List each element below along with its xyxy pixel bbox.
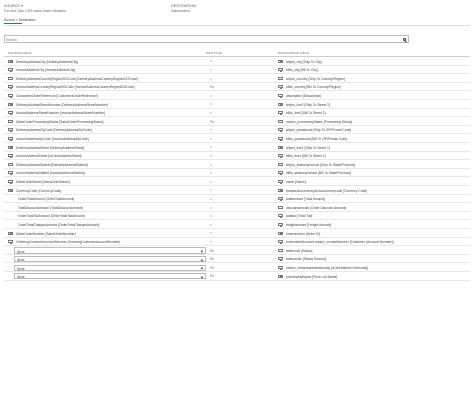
table-row[interactable] (4, 212, 470, 221)
filter-icon[interactable] (21, 5, 23, 7)
field-icon (278, 146, 283, 149)
search-icon[interactable] (403, 38, 406, 41)
field-icon (278, 128, 283, 131)
table-row[interactable] (4, 255, 470, 264)
source-field: InvoiceAddressCity [InvoiceAddressCity] (16, 68, 76, 73)
table-row[interactable] (4, 91, 470, 100)
map-type[interactable]: = (210, 153, 212, 158)
destination-field: shipto_line1 [Ship To Street 1] (286, 145, 330, 150)
search-box (4, 35, 409, 43)
destination-field: shipto_line2 [Ship To Street 2] (286, 102, 330, 107)
source-field: InvoiceAddressStreet [InvoiceAddressStreet] (16, 154, 82, 159)
table-row[interactable] (4, 160, 470, 169)
field-icon (8, 85, 13, 88)
field-icon (278, 103, 283, 106)
map-type[interactable]: = (210, 205, 212, 210)
table-row[interactable] (4, 272, 470, 281)
source-field: OrderTotalChargesAmount [OrderTotalChargesAmount] (18, 222, 100, 227)
table-row[interactable] (4, 238, 470, 247)
field-icon (278, 214, 283, 217)
source-select-value: None (17, 275, 25, 280)
column-header-map-type: MAP TYPE (206, 51, 222, 55)
destination-field: billto_line1 [Bill To Street 1] (286, 154, 326, 159)
destination-field: shipto_stateorprovince [Ship To State/Province] (286, 162, 356, 167)
field-icon (8, 232, 13, 235)
destination-label: DESTINATION (171, 4, 196, 8)
field-icon (278, 197, 283, 200)
destination-field: description [Description] (286, 93, 322, 98)
field-icon (8, 111, 13, 114)
map-type[interactable]: Fn (210, 257, 214, 262)
field-icon (8, 189, 13, 192)
source-field: DeliveryAddressCountryRegionISOCode [DeliveryAddressCountryRegionISOCode] (16, 76, 138, 81)
field-icon (278, 240, 283, 243)
map-type[interactable]: Fn (210, 85, 214, 90)
field-icon (278, 257, 283, 260)
source-field: TotalDiscountAmount [TotalDiscountAmount] (18, 205, 84, 210)
field-icon (8, 163, 13, 166)
search-input[interactable] (6, 36, 396, 43)
destination-value: Salesorders (171, 9, 191, 13)
field-icon (8, 240, 13, 243)
table-row[interactable] (4, 177, 470, 186)
table-row[interactable] (4, 117, 470, 126)
table-row[interactable] (4, 263, 470, 272)
source-select-value: None (17, 258, 25, 263)
source-field: SalesOrderName [SalesOrderName] (16, 179, 70, 184)
destination-field: msdyn_ismaintainedexternally [Is Maintained Externally] (286, 265, 368, 270)
map-type[interactable]: Fn (210, 265, 214, 270)
field-icon (278, 180, 283, 183)
field-icon (278, 266, 283, 269)
map-type[interactable]: = (210, 59, 212, 64)
source-field: OrderTotalTaxAmount [OrderTotalTaxAmount] (18, 214, 85, 219)
table-row[interactable] (4, 57, 470, 66)
destination-field: pricelevelidName [Price List Name] (286, 274, 338, 279)
destination-field: ordernumber [Order ID] (286, 231, 321, 236)
source-field: SalesOrderProcessingStatus [SalesOrderProcessingStatus] (16, 119, 104, 124)
source-field: CurrencyCode [CurrencyCode] (16, 188, 62, 193)
destination-field: totaltax [Total Tax] (286, 214, 313, 219)
destination-field: billto_stateorprovince [Bill To State/Province] (286, 171, 351, 176)
source-value: For and Ops CDS sales order Headers (4, 9, 66, 13)
field-icon (278, 232, 283, 235)
chevron-down-icon[interactable] (201, 267, 204, 270)
mapping-header (0, 0, 474, 30)
destination-field: transactioncurrencyid.isocurrencycode [Currency Code] (286, 188, 368, 193)
map-type[interactable]: = (210, 76, 212, 81)
map-type[interactable]: = (210, 239, 212, 244)
source-field: SalesOrderNumber [SalesOrderNumber] (16, 231, 76, 236)
table-row[interactable] (4, 83, 470, 92)
field-icon (278, 154, 283, 157)
column-header-destination: DESTINATION FIELD (278, 51, 309, 55)
destination-field: msdyn_processingStatus [Processing Status] (286, 119, 353, 124)
table-row[interactable] (4, 195, 470, 204)
source-field: InvoiceAddressZipCode [InvoiceAddressZipCode] (16, 136, 89, 141)
map-type[interactable]: = (210, 188, 212, 193)
field-icon (278, 68, 283, 71)
map-type[interactable]: = (210, 110, 212, 115)
map-type[interactable]: = (210, 179, 212, 184)
source-field: OrderingCustomerAccountNumber [OrderingCustomerAccountNumber] (16, 240, 121, 245)
destination-field: billto_postalcode [Bill To ZIP/Postal Code] (286, 136, 347, 141)
map-type[interactable]: = (210, 171, 212, 176)
source-select[interactable] (14, 247, 206, 253)
field-icon (8, 171, 13, 174)
source-select-value: None (17, 249, 25, 254)
destination-field: shipto_country [Ship To Country/Region] (286, 76, 345, 81)
destination-field: customeridAccount.msdyn_contactNumber [Customer (Account Number)] (286, 240, 394, 245)
table-row[interactable] (4, 74, 470, 83)
source-select[interactable] (14, 265, 206, 271)
column-header-source: SOURCE FIELD (8, 51, 32, 55)
field-icon (8, 103, 13, 106)
source-select-value: None (17, 266, 25, 271)
tab-source-destination[interactable]: Source > Destination (4, 18, 36, 22)
destination-field: statuscode [Status Reason] (286, 257, 327, 262)
source-field: InvoiceAddressCountryRegionISOCode [InvoiceAddressCountryRegionISOCode] (16, 85, 135, 90)
table-row[interactable] (4, 169, 470, 178)
field-icon (8, 146, 13, 149)
active-tab-indicator (4, 23, 22, 24)
field-icon (8, 94, 13, 97)
field-icon (278, 111, 283, 114)
field-icon (278, 120, 283, 123)
field-icon (8, 60, 13, 63)
destination-field: freightamount [Freight Amount] (286, 222, 332, 227)
field-icon (278, 171, 283, 174)
table-row[interactable] (4, 134, 470, 143)
source-field: CustomersOrderReference [CustomersOrderReference] (16, 93, 98, 98)
field-icon (8, 120, 13, 123)
map-type[interactable]: = (210, 196, 212, 201)
source-label: SOURCE (4, 4, 23, 8)
destination-field: statecode [Status] (286, 248, 313, 253)
table-row[interactable] (4, 100, 470, 109)
chevron-down-icon[interactable] (201, 250, 204, 253)
field-icon (8, 77, 13, 80)
field-icon (278, 163, 283, 166)
map-type[interactable]: = (210, 214, 212, 219)
table-row[interactable] (4, 220, 470, 229)
source-select[interactable] (14, 273, 206, 279)
chevron-down-icon[interactable] (201, 258, 204, 261)
field-icon (8, 68, 13, 71)
field-icon (278, 60, 283, 63)
source-field: DeliveryAddressStreetNumber [DeliveryAddressStreetNumber] (16, 102, 108, 107)
map-type[interactable]: = (210, 102, 212, 107)
destination-field: billto_city [Bill To City] (286, 68, 318, 73)
map-type[interactable]: Fn (210, 248, 214, 253)
chevron-down-icon[interactable] (201, 275, 204, 278)
field-icon (8, 154, 13, 157)
source-field: DeliveryAddressStreet [DeliveryAddressStreet] (16, 145, 85, 150)
field-icon (278, 189, 283, 192)
table-row[interactable] (4, 66, 470, 75)
destination-field: shipto_city [Ship To City] (286, 59, 322, 64)
source-select[interactable] (14, 256, 206, 262)
field-icon (8, 137, 13, 140)
source-field: DeliveryAddressCity [DeliveryAddressCity] (16, 59, 79, 64)
table-row[interactable] (4, 143, 470, 152)
destination-field: totalamount [Total Amount] (286, 197, 326, 202)
table-row[interactable] (4, 203, 470, 212)
field-icon (8, 128, 13, 131)
map-type[interactable]: = (210, 231, 212, 236)
destination-field: billto_line2 [Bill To Street 2] (286, 111, 326, 116)
table-row[interactable] (4, 229, 470, 238)
destination-field: billto_country [Bill To Country/Region] (286, 85, 341, 90)
map-type[interactable]: = (210, 128, 212, 133)
source-field: OrderTotalAmount [OrderTotalAmount] (18, 197, 75, 202)
field-icon (278, 85, 283, 88)
field-icon (278, 249, 283, 252)
map-type[interactable]: Fn (210, 274, 214, 279)
destination-field: shipto_postalcode [Ship To ZIP/Postal Code] (286, 128, 352, 133)
map-type[interactable]: = (210, 93, 212, 98)
field-icon (278, 77, 283, 80)
source-field: DeliveryAddressZipCode [DeliveryAddressZipCode] (16, 128, 92, 133)
field-icon (278, 223, 283, 226)
table-row[interactable] (4, 109, 470, 118)
field-icon (278, 206, 283, 209)
map-type[interactable]: = (210, 136, 212, 141)
field-icon (278, 94, 283, 97)
destination-field: discountamount [Order Discount Amount] (286, 205, 347, 210)
source-field: InvoiceAddressStreetNumber [InvoiceAddressStreetNumber] (16, 111, 105, 116)
map-type[interactable]: = (210, 145, 212, 150)
field-icon (278, 275, 283, 278)
field-icon (8, 180, 13, 183)
destination-field: name [Name] (286, 179, 306, 184)
source-field: InvoiceAddressStateId [InvoiceAddressStateId] (16, 171, 85, 176)
map-type[interactable]: = (210, 222, 212, 227)
map-type[interactable]: Fn (210, 119, 214, 124)
field-icon (278, 137, 283, 140)
table-row[interactable] (4, 126, 470, 135)
table-row[interactable] (4, 186, 470, 195)
map-type[interactable]: = (210, 162, 212, 167)
table-row[interactable] (4, 246, 470, 255)
map-type[interactable]: = (210, 67, 212, 72)
table-row[interactable] (4, 152, 470, 161)
source-field: DeliveryAddressStateId [DeliveryAddressStateId] (16, 162, 88, 167)
